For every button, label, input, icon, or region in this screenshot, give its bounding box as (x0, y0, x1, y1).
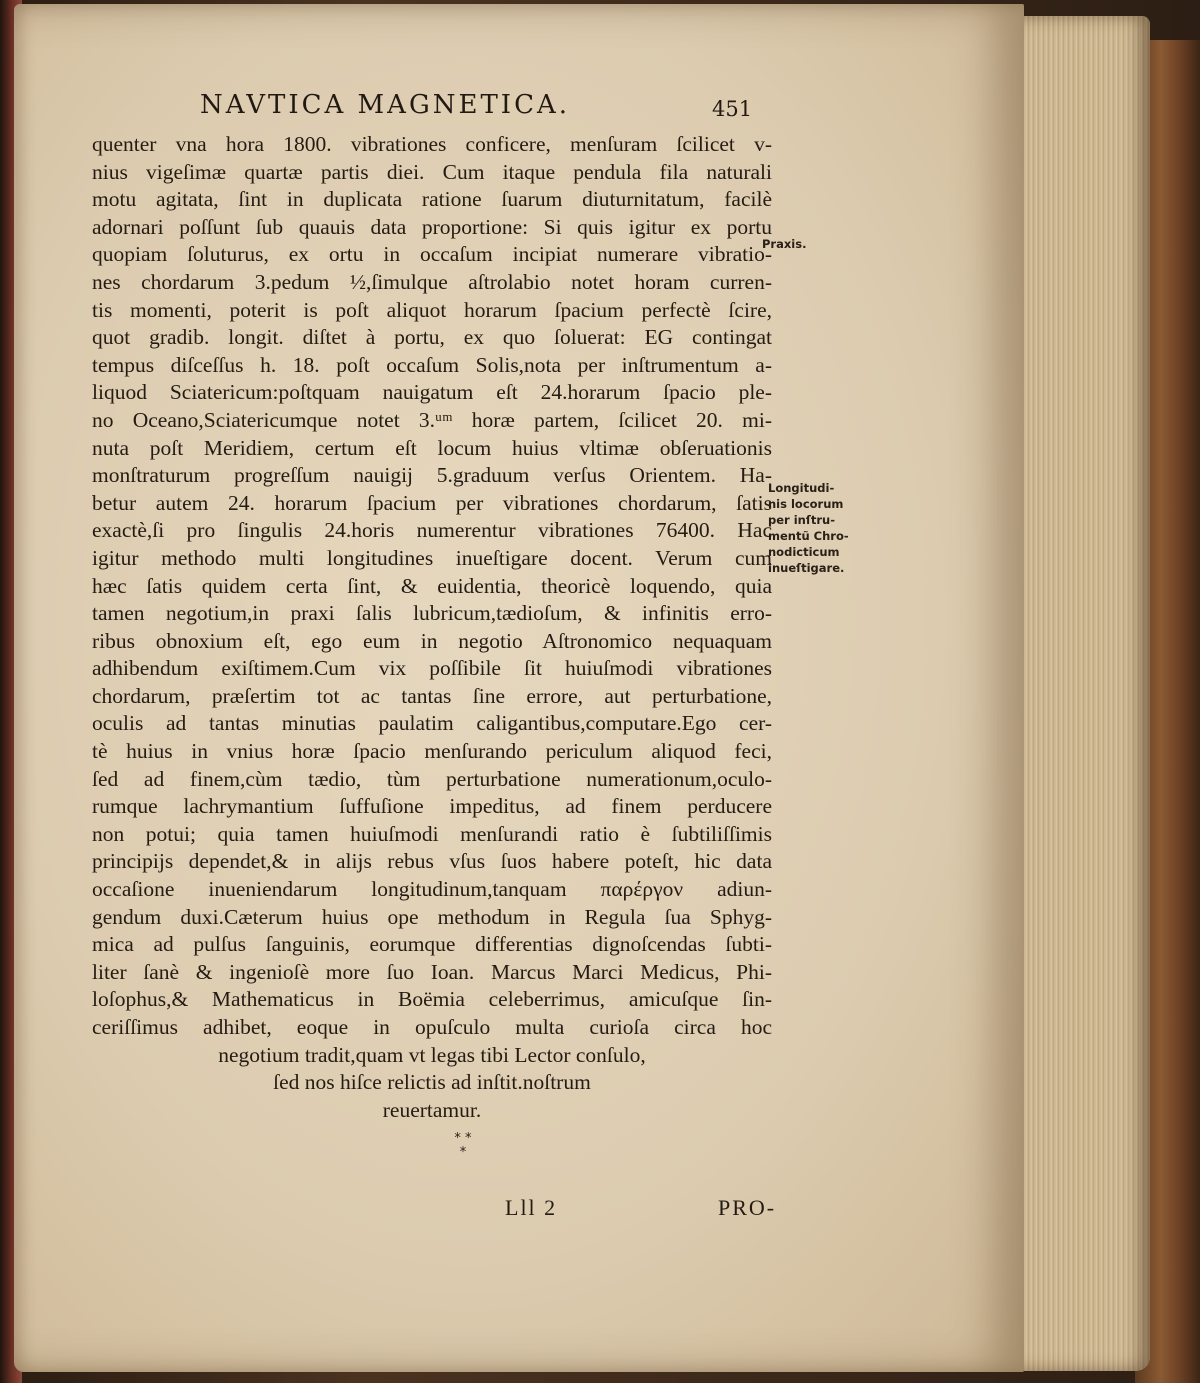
text-line: hæc ſatis quidem certa ſint, & euidentia, theoricè loquendo, quia (92, 573, 772, 598)
signature-mark: Lll 2 (505, 1195, 558, 1220)
text-line: gendum duxi.Cæterum huius ope methodum in Regula ſua Sphyg- (92, 904, 772, 929)
text-line: rumque lachrymantium ſuffuſione impeditus, ad finem perducere (92, 794, 772, 819)
text-line: tis momenti, poterit is poſt aliquot horarum ſpacium perfectè ſcire, (92, 297, 772, 322)
text-line: nes chordarum 3.pedum ½,ſimulque aſtrolabio notet horam curren- (92, 269, 772, 294)
text-line: monſtraturum progreſſum nauigij 5.graduum verſus Orientem. Ha- (92, 463, 772, 488)
catchword: PRO- (718, 1195, 777, 1220)
margin-note-line: inueſtigare. (768, 561, 845, 575)
closing-line: ſed nos hiſce relictis ad inſtit.noſtrum (273, 1070, 591, 1095)
margin-note-line: nis locorum (768, 497, 844, 511)
asterism-ornament: * * * (454, 1131, 472, 1160)
text-line: tempus diſceſſus h. 18. poſt occaſum Solis,nota per inſtrumentum a- (92, 352, 772, 377)
page-number: 451 (712, 97, 753, 121)
text-line: loſophus,& Mathematicus in Boëmia celeberrimus, amicuſque ſin- (92, 987, 772, 1012)
margin-note-line: mentũ Chro- (768, 529, 849, 543)
text-line: liter ſanè & ingenioſè more ſuo Ioan. Marcus Marci Medicus, Phi- (92, 959, 772, 984)
text-line: quopiam ſoluturus, ex ortu in occaſum incipiat numerare vibratio- (92, 242, 772, 267)
text-line: no Oceano,Sciatericumque notet 3.ᵘᵐ horæ partem, ſcilicet 20. mi- (92, 407, 772, 432)
closing-line: negotium tradit,quam vt legas tibi Lector conſulo, (218, 1042, 646, 1067)
text-line: nuta poſt Meridiem, certum eſt locum huius vltimæ obſeruationis (92, 435, 772, 460)
margin-note-praxis: Praxis. (762, 237, 807, 251)
text-line: mica ad pulſus ſanguinis, eorumque differentias dignoſcendas ſubti- (92, 932, 772, 957)
text-line: ceriſſimus adhibet, eoque in opuſculo multa curioſa circa hoc (92, 1015, 772, 1039)
text-line: motu agitata, ſint in duplicata ratione ſuarum diuturnitatum, facilè (92, 187, 772, 212)
text-line: ſed ad finem,cùm tædio, tùm perturbatione numerationum,oculo- (92, 766, 772, 791)
margin-note-longitude (768, 480, 849, 576)
main-text-block (92, 131, 772, 1124)
text-line: exactè,ſi pro ſingulis 24.horis numerentur vibrationes 76400. Hac (92, 518, 772, 543)
margin-note-line: Longitudi- (768, 481, 835, 495)
text-line: liquod Sciatericum:poſtquam nauigatum eſt 24.horarum ſpacio ple- (92, 380, 772, 405)
text-line: quenter vna hora 1800. vibrationes conficere, menſuram ſcilicet v- (92, 132, 772, 156)
text-line: ribus obnoxium eſt, ego eum in negotio Aſtronomico nequaquam (92, 628, 772, 653)
text-line: adornari poſſunt ſub quauis data proportione: Si quis igitur ex portu (92, 214, 772, 239)
text-line: tamen negotium,in praxi ſalis lubricum,tædioſum, & infinitis erro- (92, 601, 772, 626)
text-line: adhibendum exiſtimem.Cum vix poſſibile ſit huiuſmodi vibrationes (92, 656, 772, 681)
text-line: chordarum, præſertim tot ac tantas ſine errore, aut perturbatione, (92, 683, 772, 708)
margin-note-line: per inſtru- (768, 513, 835, 527)
text-line: betur autem 24. horarum ſpacium per vibrationes chordarum, ſatis (92, 490, 772, 515)
text-line: tè huius in vnius horæ ſpacio menſurando periculum aliquod feci, (92, 739, 772, 764)
text-line: igitur methodo multi longitudines inueſtigare docent. Verum cum (92, 545, 772, 570)
margin-note-line: nodicticum (768, 545, 840, 559)
text-line: nius vigeſimæ quartæ partis diei. Cum itaque pendula fila naturali (92, 159, 772, 184)
text-line: quot gradib. longit. diſtet à portu, ex quo ſoluerat: EG contingat (92, 325, 772, 350)
text-line: occaſione inueniendarum longitudinum,tanquam παρέργον adiun- (92, 877, 772, 902)
text-line: non potui; quia tamen huiuſmodi menſurandi ratio è ſubtiliſſimis (92, 821, 772, 846)
text-line: oculis ad tantas minutias paulatim caligantibus,computare.Ego cer- (92, 711, 772, 736)
text-line: principijs dependet,& in alijs rebus vſus ſuos habere poteſt, hic data (92, 849, 772, 874)
running-title: NAVTICA MAGNETICA. (200, 90, 570, 120)
closing-line: reuertamur. (382, 1097, 482, 1122)
